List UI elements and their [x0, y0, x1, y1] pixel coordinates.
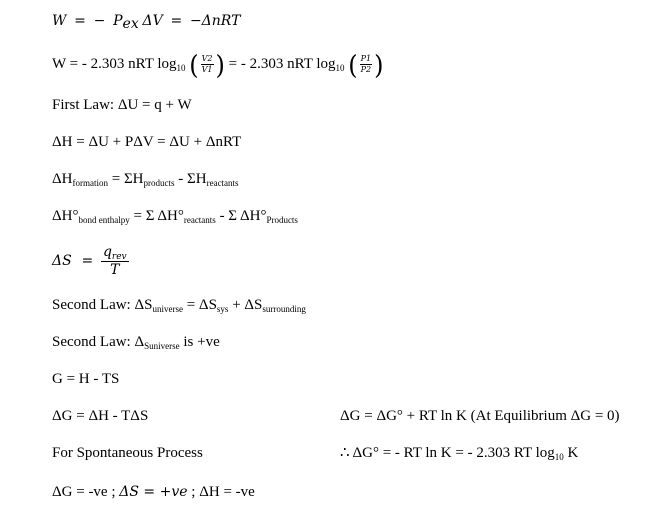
entropy-fraction: $\frac{q_{rev}}{T}$ — [102, 244, 127, 278]
equation-first-law: First Law: ΔU = q + W — [52, 97, 192, 113]
equation-standard-gibbs: ∴ ΔG° = - RT ln K = - 2.303 RT $\log_{10} K$ — [340, 445, 579, 462]
equation-enthalpy: ΔH = ΔU + PΔV = ΔU + ΔnRT — [52, 134, 242, 150]
equation-second-law-positive: Second Law: $\Delta_{Suniverse}$ is +ve — [52, 334, 220, 351]
equation-gibbs: G = H - TS — [52, 371, 120, 387]
equation-work-expansion: W = − $P_{ex}$ ΔV = −ΔnRT — [52, 13, 241, 32]
equation-enthalpy-formation: $\Delta H_{formation} = \Sigma H_{products} - \Sigma H_{reactants}$ — [52, 171, 239, 188]
volume-ratio: $\frac{V2}{V1}$ — [201, 54, 213, 74]
spontaneous-process-label: For Spontaneous Process — [52, 445, 203, 461]
equation-spontaneous-conditions: ΔG = -ve ; ΔS = +ve ; ΔH = -ve — [52, 484, 255, 500]
equation-bond-enthalpy: $\Delta H^\circ_{bond enthalpy} = \Sigma$ $\Delta H^\circ_{reactants}$ - Σ $\Delta H^\circ_{Products}$ — [52, 208, 298, 225]
equation-entropy: ΔS = $\frac{q_{rev}}{T}$ — [52, 244, 127, 278]
equation-second-law: Second Law: $\Delta S_{universe} = \Delta S_{sys} + \Delta S_{surrounding}$ — [52, 297, 306, 314]
pressure-ratio: $\frac{P1}{P2}$ — [360, 54, 372, 74]
equation-isothermal-work: W = - 2.303 nRT $\log_{10}$ ( $\frac{V2}{V1}$ ) = - 2.303 nRT $\log_{10}$ ( $\frac{P1}{P2}$ ) — [52, 49, 384, 80]
equation-gibbs-change: ΔG = ΔH - TΔS — [52, 408, 149, 424]
equation-gibbs-equilibrium: ΔG = ΔG° + RT ln K (At Equilibrium ΔG = 0) — [340, 408, 620, 424]
